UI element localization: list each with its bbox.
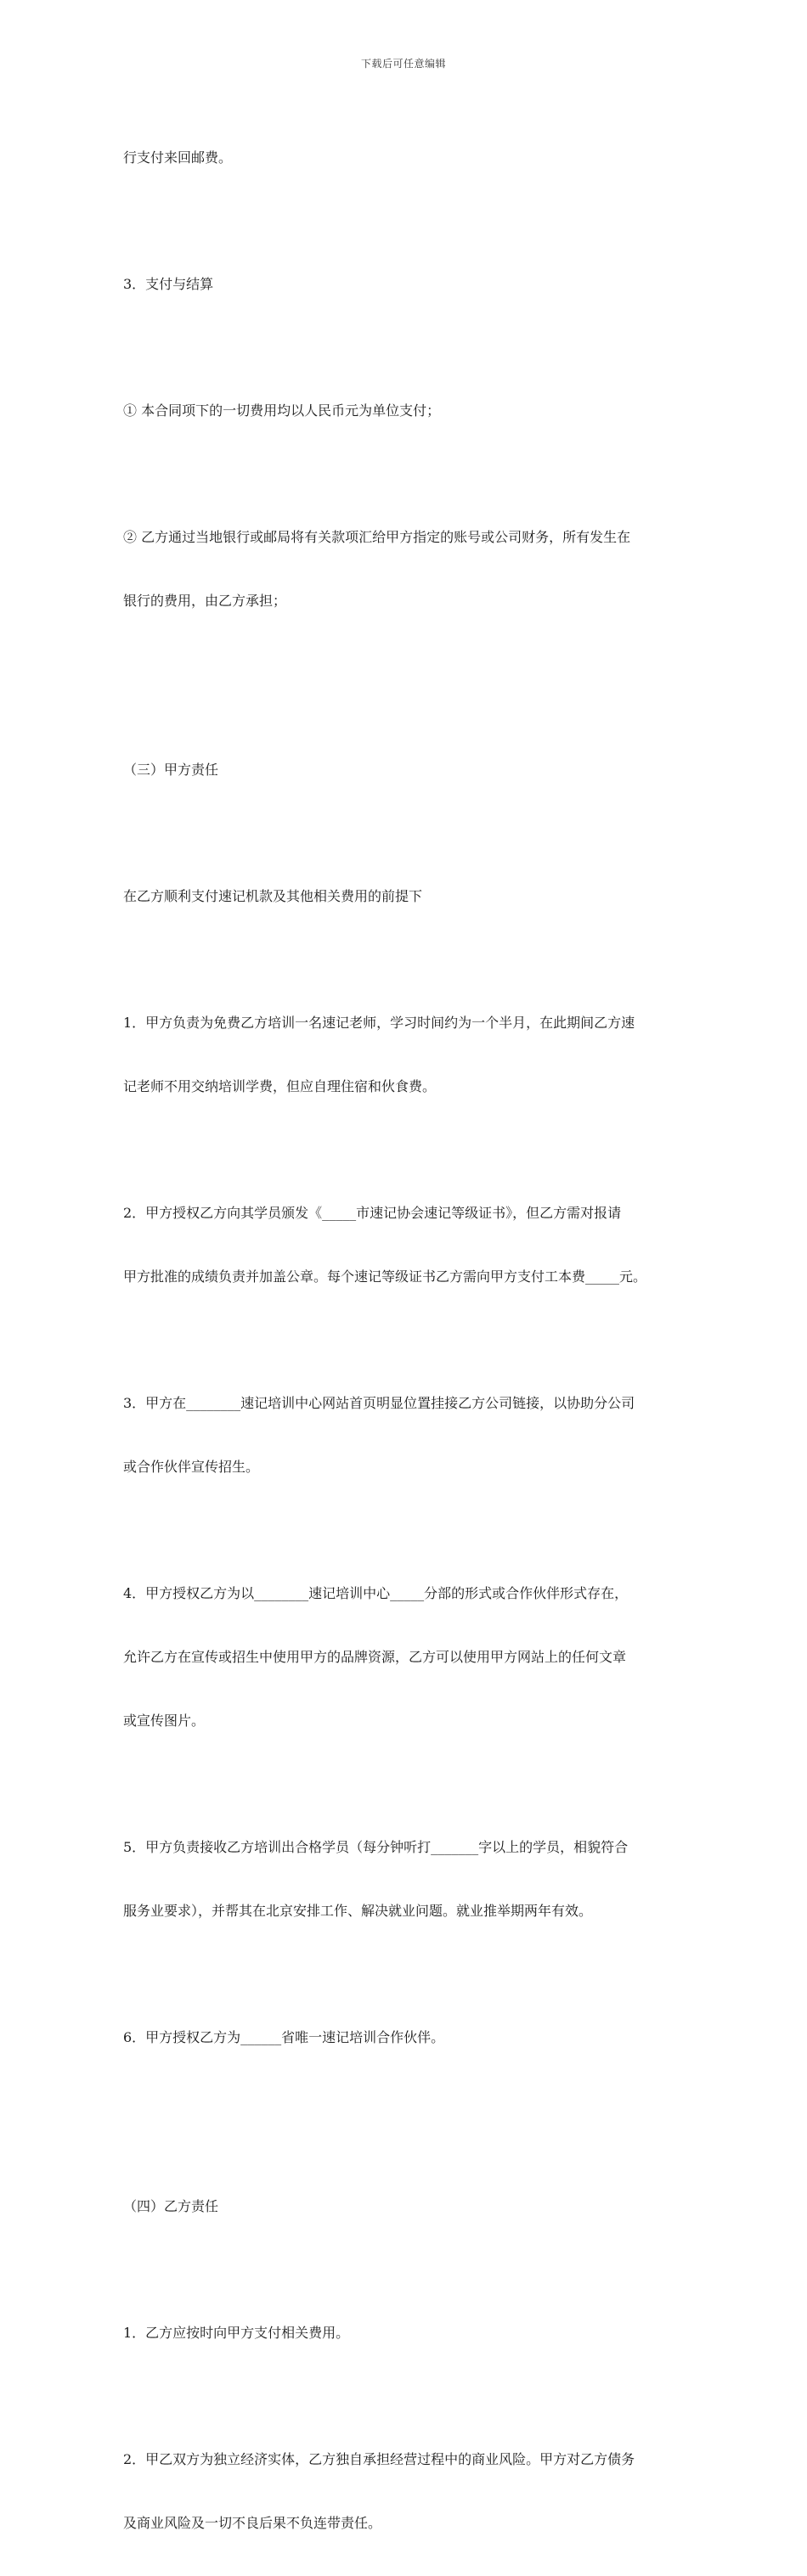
text-line: 记老师不用交纳培训学费，但应自理住宿和伙食费。 (123, 1078, 437, 1094)
text-line: 2．甲方授权乙方向其学员颁发《_____市速记协会速记等级证书》，但乙方需对报请 (123, 1205, 622, 1221)
text-line: 行支付来回邮费。 (123, 149, 233, 166)
text-line: 6．甲方授权乙方为______省唯一速记培训合作伙伴。 (123, 2029, 445, 2045)
paragraph-premise (123, 843, 692, 949)
clause-a-5 (123, 1794, 692, 1964)
text-line: 银行的费用，由乙方承担； (123, 593, 287, 609)
text-line: 3．支付与结算 (123, 276, 214, 292)
clause-a-6 (123, 1984, 692, 2090)
clause-payment-transfer (123, 484, 692, 654)
text-line: 3．甲方在________速记培训中心网站首页明显位置挂接乙方公司链接，以协助分公司 (123, 1395, 635, 1411)
clause-a-2 (123, 1160, 692, 1330)
clause-b-1 (123, 2280, 692, 2386)
section-title-party-b (123, 2153, 692, 2259)
text-line: （四）乙方责任 (123, 2198, 219, 2214)
text-line: 或宣传图片。 (123, 1713, 206, 1729)
clause-payment-currency (123, 357, 692, 464)
text-line: 及商业风险及一切不良后果不负连带责任。 (123, 2515, 382, 2531)
clause-a-3 (123, 1350, 692, 1520)
text-line: 2．甲乙双方为独立经济实体，乙方独自承担经营过程中的商业风险。甲方对乙方债务 (123, 2451, 635, 2467)
text-line: ② 乙方通过当地银行或邮局将有关款项汇给甲方指定的账号或公司财务，所有发生在 (123, 529, 631, 545)
document-body (123, 104, 692, 2576)
clause-a-4 (123, 1540, 692, 1774)
text-line: 在乙方顺利支付速记机款及其他相关费用的前提下 (123, 888, 423, 904)
clause-a-1 (123, 970, 692, 1139)
text-line: 4．甲方授权乙方为以________速记培训中心_____分部的形式或合作伙伴形式存在， (123, 1585, 629, 1601)
text-line: 或合作伙伴宣传招生。 (123, 1459, 260, 1475)
text-line: 甲方批准的成绩负责并加盖公章。每个速记等级证书乙方需向甲方支付工本费_____元。 (123, 1268, 647, 1285)
text-line: 1．甲方负责为免费乙方培训一名速记老师，学习时间约为一个半月，在此期间乙方速 (123, 1015, 635, 1031)
text-line: 5．甲方负责接收乙方培训出合格学员（每分钟听打_______字以上的学员，相貌符合 (123, 1839, 629, 1855)
paragraph-postage (123, 104, 692, 211)
text-line: ① 本合同项下的一切费用均以人民币元为单位支付； (123, 402, 441, 419)
text-line: 1．乙方应按时向甲方支付相关费用。 (123, 2325, 350, 2341)
page-header-note: 下载后可任意编辑 (360, 58, 446, 70)
text-line: 允许乙方在宣传或招生中使用甲方的品牌资源，乙方可以使用甲方网站上的任何文章 (123, 1649, 627, 1665)
clause-b-2 (123, 2406, 692, 2576)
text-line: 服务业要求），并帮其在北京安排工作、解决就业问题。就业推举期两年有效。 (123, 1903, 593, 1919)
text-line: （三）甲方责任 (123, 762, 219, 778)
section-title-party-a (123, 717, 692, 823)
clause-payment-settlement-title (123, 231, 692, 337)
